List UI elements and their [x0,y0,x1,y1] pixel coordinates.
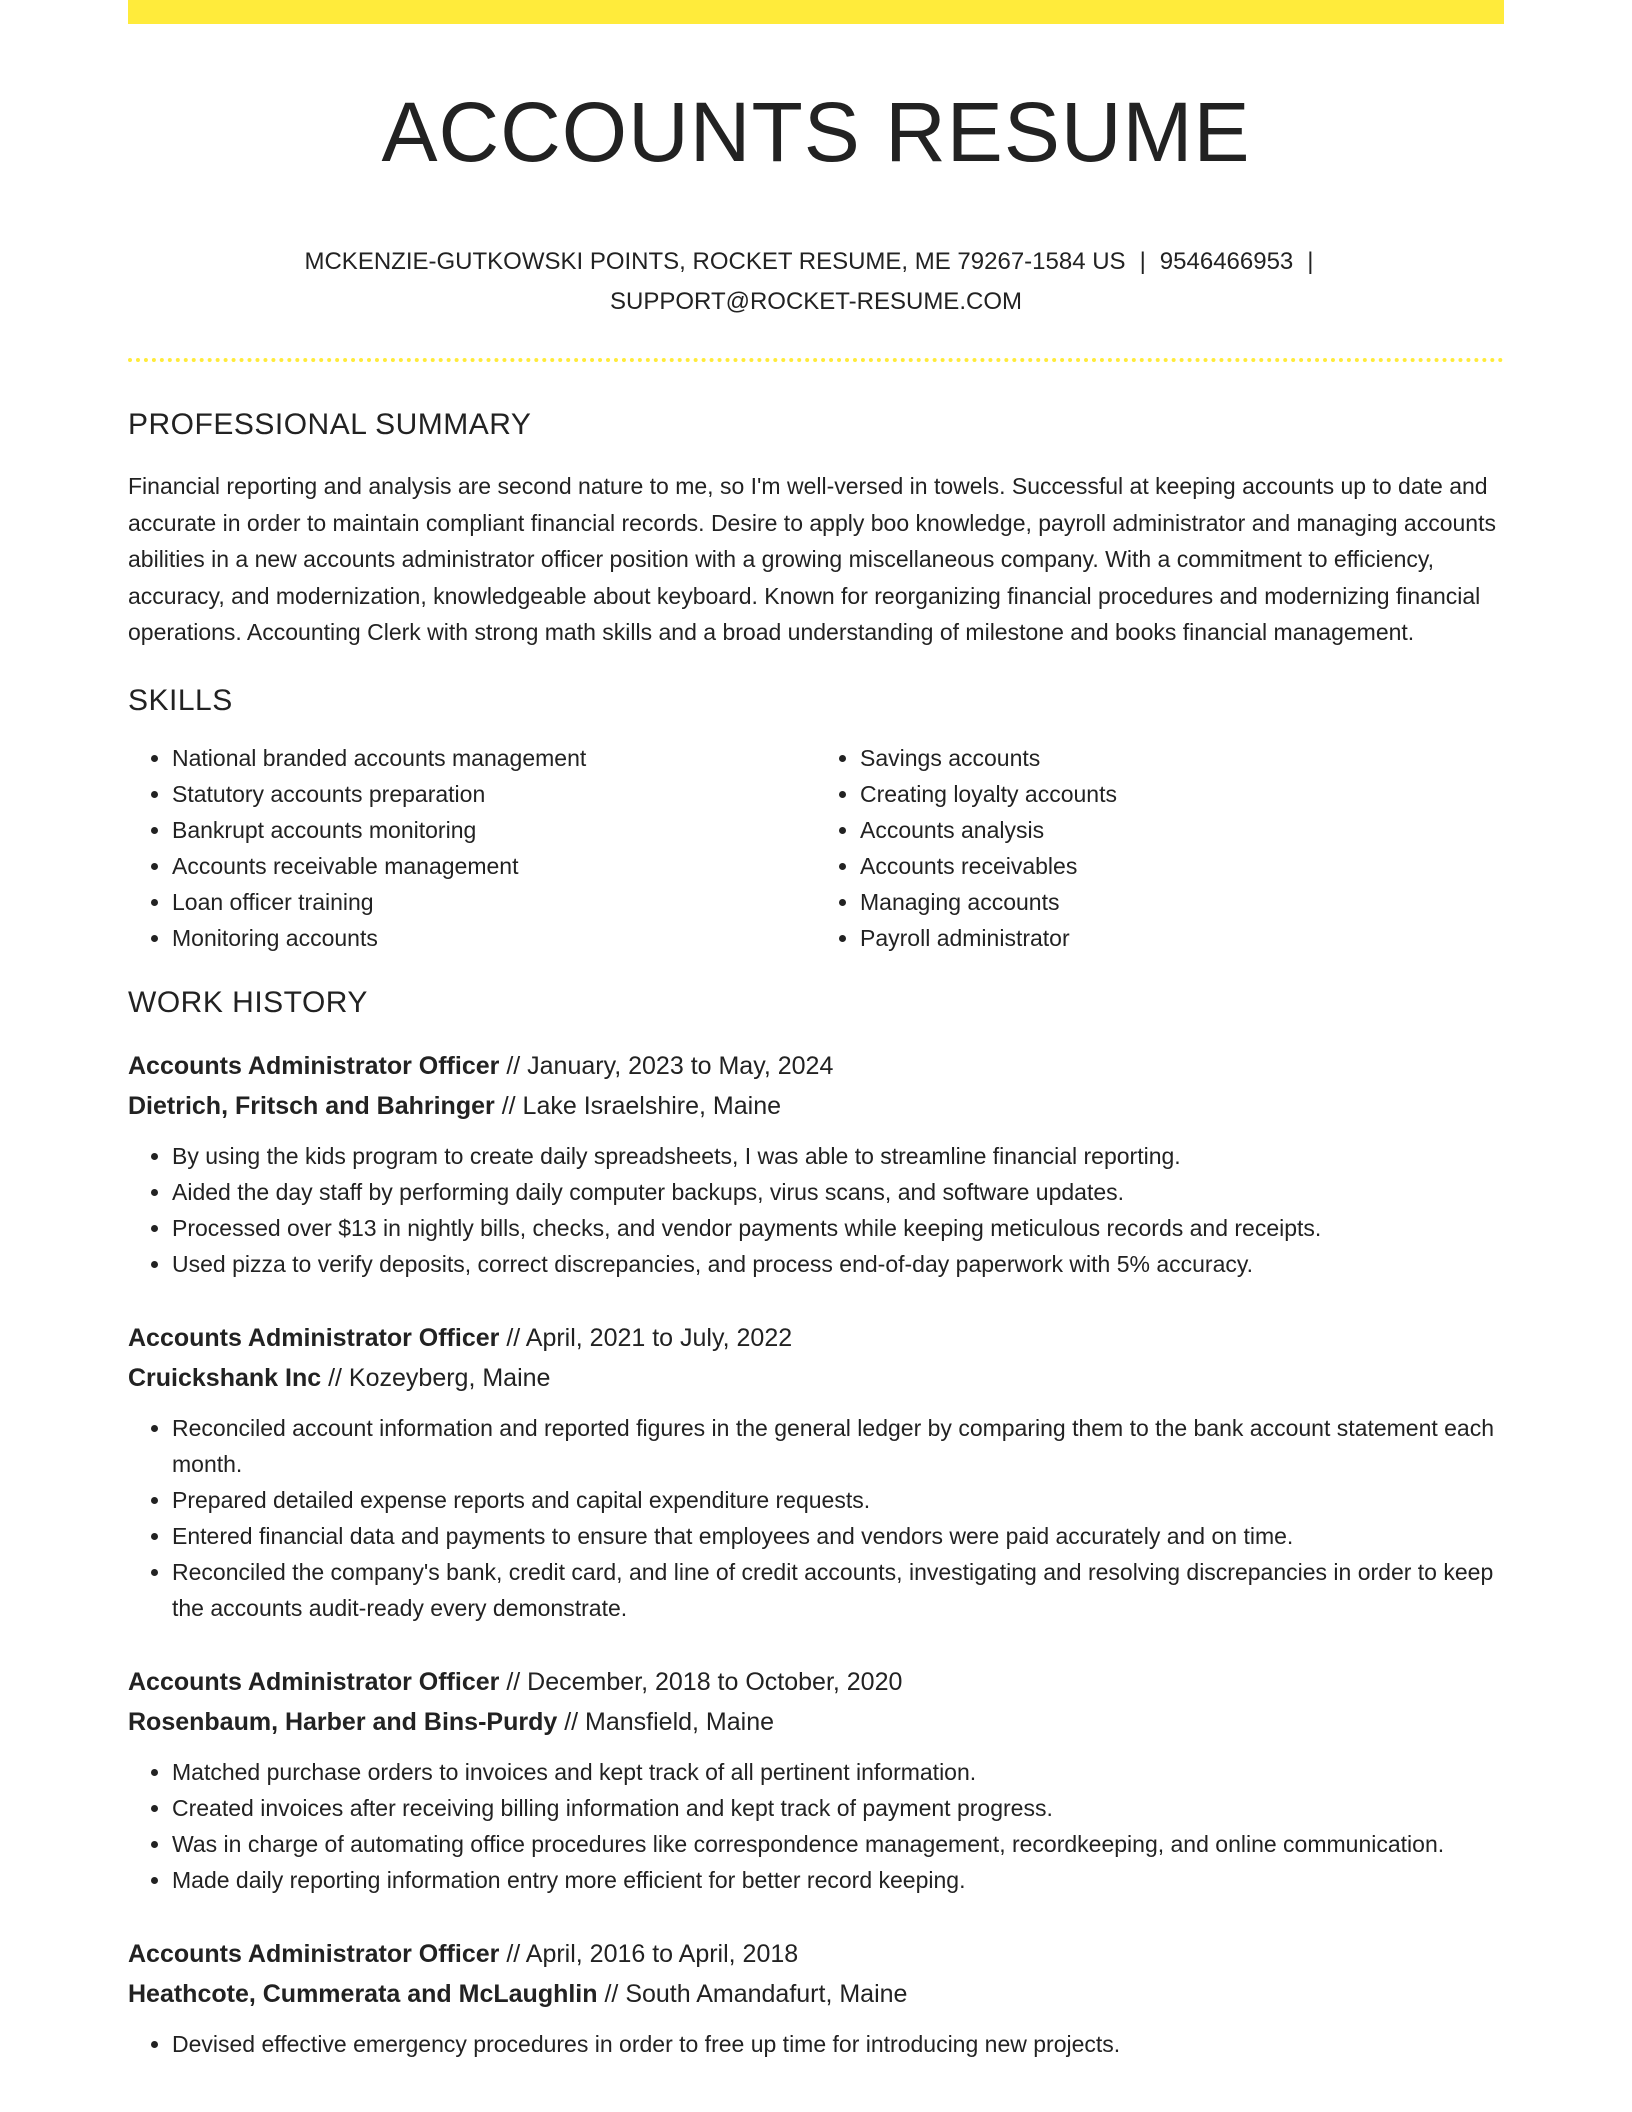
job-entry [128,1318,1504,1626]
job-title-line [128,1318,1504,1358]
job-bullet: • Used pizza to verify deposits, correct discrepancies, and process end-of-day paperwork with 5% accuracy. [172,1246,1504,1282]
job-dates: // January, 2023 to May, 2024 [506,1052,834,1081]
job-company: Dietrich, Fritsch and Bahringer [128,1092,495,1121]
job-location: // Mansfield, Maine [564,1708,775,1737]
skills-column-left [128,740,816,956]
job-bullet: • By using the kids program to create daily spreadsheets, I was able to streamline financial reporting. [172,1138,1504,1174]
resume-title: ACCOUNTS RESUME [381,85,1251,179]
job-bullet: • Was in charge of automating office procedures like correspondence management, recordkeeping, and online communication. [172,1826,1504,1862]
skill-item: • Statutory accounts preparation [172,776,816,812]
job-bullet: • Created invoices after receiving billing information and kept track of payment progress. [172,1790,1504,1826]
job-title-line [128,1662,1504,1702]
skill-item: • National branded accounts management [172,740,816,776]
job-title: Accounts Administrator Officer [128,1940,500,1969]
job-bullet: • Entered financial data and payments to ensure that employees and vendors were paid accurately and on time. [172,1518,1504,1554]
contact-address: MCKENZIE-GUTKOWSKI POINTS, ROCKET RESUME, ME 79267-1584 US [304,248,1126,276]
job-bullet: • Prepared detailed expense reports and capital expenditure requests. [172,1482,1504,1518]
skill-item: • Bankrupt accounts monitoring [172,812,816,848]
job-location: // Lake Israelshire, Maine [501,1092,781,1121]
skill-item: • Accounts receivables [860,848,1504,884]
job-title-line [128,1934,1504,1974]
contact-phone: 9546466953 [1159,248,1294,276]
summary-heading: PROFESSIONAL SUMMARY [128,408,532,442]
job-bullet: • Made daily reporting information entry more efficient for better record keeping. [172,1862,1504,1898]
skill-item: • Accounts analysis [860,812,1504,848]
skills-heading: SKILLS [128,684,233,718]
job-bullet-list [128,2026,1504,2062]
job-bullet: • Reconciled the company's bank, credit card, and line of credit accounts, investigating and resolving discrepancies in order to keep the accounts audit-ready every demonstrate. [172,1554,1504,1626]
job-title: Accounts Administrator Officer [128,1668,500,1697]
skill-item: • Accounts receivable management [172,848,816,884]
contact-info [128,242,1504,322]
summary-text: Financial reporting and analysis are second nature to me, so I'm well-versed in towels. Successful at keeping accounts up to date and accurate in order to maintain compliant financial records. Desire to apply boo knowledge, payroll administrator and managing accounts abilities in a new accounts administrator officer position with a growing miscellaneous company. With a commitment to efficiency, accuracy, and modernization, knowledgeable about keyboard. Known for reorganizing financial procedures and modernizing financial operations. Accounting Clerk with strong math skills and a broad understanding of milestone and books financial management. [128,473,1496,646]
job-bullet: • Matched purchase orders to invoices and kept track of all pertinent information. [172,1754,1504,1790]
job-dates: // December, 2018 to October, 2020 [506,1668,903,1697]
skill-item: • Monitoring accounts [172,920,816,956]
job-title: Accounts Administrator Officer [128,1324,500,1353]
job-entry [128,1662,1504,1898]
skill-item: • Managing accounts [860,884,1504,920]
skills-column-right [816,740,1504,956]
job-entry [128,1046,1504,1282]
job-company-line [128,1702,1504,1742]
job-title: Accounts Administrator Officer [128,1052,500,1081]
contact-separator: | [1307,248,1314,276]
job-company: Rosenbaum, Harber and Bins-Purdy [128,1708,558,1737]
job-bullet-list [128,1410,1504,1626]
job-dates: // April, 2016 to April, 2018 [506,1940,799,1969]
job-bullet: • Devised effective emergency procedures in order to free up time for introducing new projects. [172,2026,1504,2062]
job-location: // Kozeyberg, Maine [328,1364,551,1393]
job-dates: // April, 2021 to July, 2022 [506,1324,793,1353]
job-bullet: • Aided the day staff by performing daily computer backups, virus scans, and software updates. [172,1174,1504,1210]
job-company-line [128,1974,1504,2014]
top-accent-bar [128,0,1504,24]
contact-line-2 [128,282,1504,322]
job-company: Cruickshank Inc [128,1364,322,1393]
resume-page [128,0,1504,2062]
skill-item: • Loan officer training [172,884,816,920]
job-bullet-list [128,1138,1504,1282]
skills-list [128,740,1504,956]
job-bullet: • Processed over $13 in nightly bills, checks, and vendor payments while keeping meticulous records and receipts. [172,1210,1504,1246]
job-entry [128,1934,1504,2062]
job-company-line [128,1358,1504,1398]
contact-email: SUPPORT@ROCKET-RESUME.COM [610,288,1022,316]
skill-item: • Payroll administrator [860,920,1504,956]
job-company-line [128,1086,1504,1126]
job-bullet-list [128,1754,1504,1898]
contact-separator: | [1139,248,1146,276]
job-title-line [128,1046,1504,1086]
skill-item: • Savings accounts [860,740,1504,776]
job-company: Heathcote, Cummerata and McLaughlin [128,1980,598,2009]
job-location: // South Amandafurt, Maine [604,1980,908,2009]
work-history-heading: WORK HISTORY [128,986,368,1020]
skill-item: • Creating loyalty accounts [860,776,1504,812]
job-bullet: • Reconciled account information and reported figures in the general ledger by comparing them to the bank account statement each month. [172,1410,1504,1482]
contact-line-1 [128,242,1504,282]
header-divider [128,358,1504,362]
